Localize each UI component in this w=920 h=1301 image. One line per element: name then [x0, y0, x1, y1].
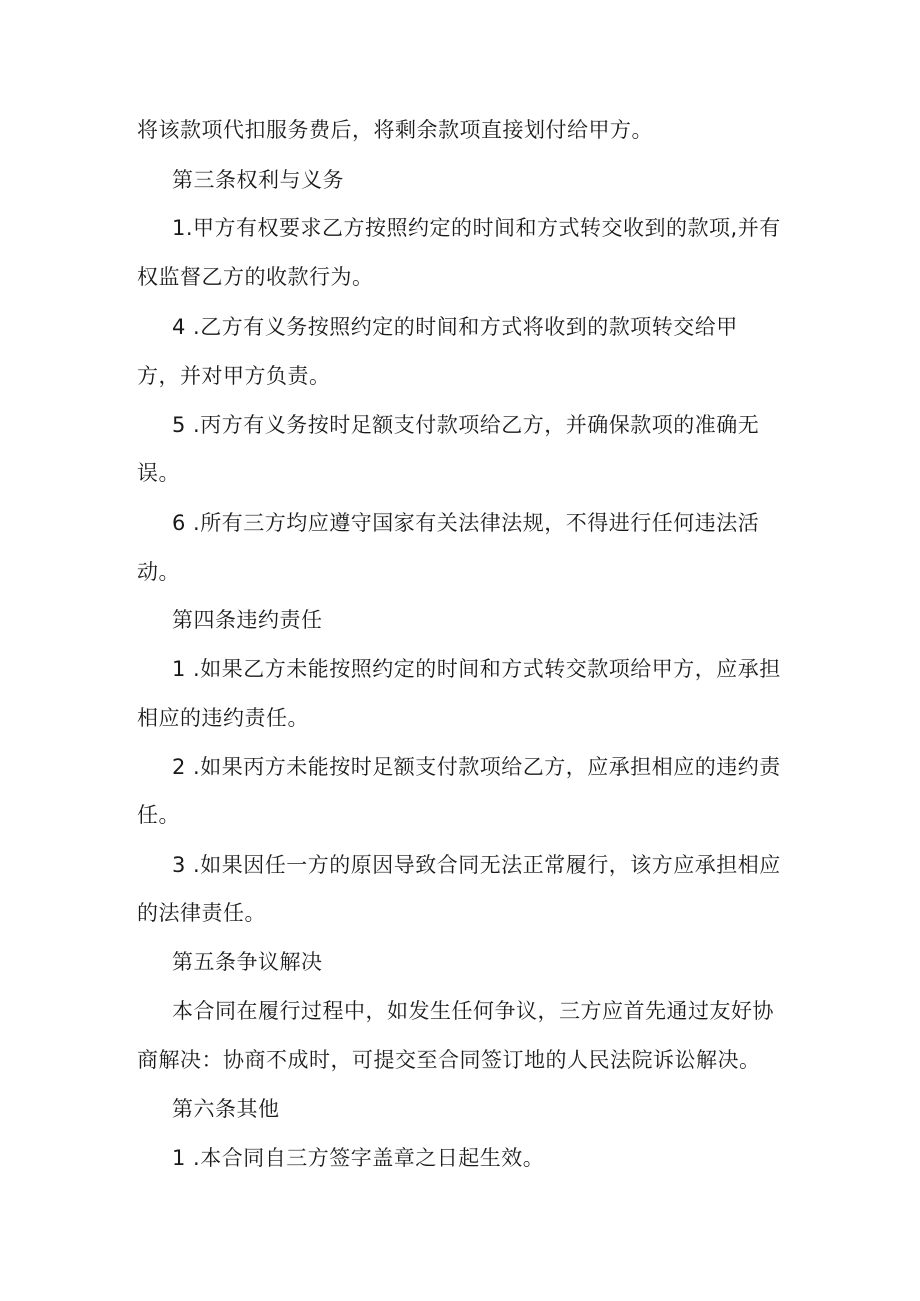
section-heading-4: 第四条违约责任	[172, 608, 323, 632]
section-heading-5: 第五条争议解决	[172, 950, 323, 974]
section-heading-6: 第六条其他	[172, 1097, 280, 1121]
clause-line: 误。	[137, 461, 180, 485]
clause-line: 4 .乙方有义务按照约定的时间和方式将收到的款项转交给甲	[172, 315, 738, 339]
paragraph-line: 本合同在履行过程中，如发生任何争议，三方应首先通过友好协	[172, 999, 774, 1023]
clause-line: 3 .如果因任一方的原因导致合同无法正常履行，该方应承担相应	[172, 853, 781, 877]
clause-line: 6 .所有三方均应遵守国家有关法律法规，不得进行任何违法活	[172, 511, 760, 535]
clause-line: 1.甲方有权要求乙方按照约定的时间和方式转交收到的款项,并有	[172, 216, 781, 240]
clause-line: 1 .如果乙方未能按照约定的时间和方式转交款项给甲方，应承担	[172, 657, 781, 681]
clause-line: 任。	[137, 803, 180, 827]
section-heading-3: 第三条权利与义务	[172, 168, 344, 192]
clause-line: 权监督乙方的收款行为。	[137, 265, 374, 289]
clause-line: 5 .丙方有义务按时足额支付款项给乙方，并确保款项的准确无	[172, 413, 760, 437]
clause-line: 2 .如果丙方未能按时足额支付款项给乙方，应承担相应的违约责	[172, 755, 781, 779]
clause-line: 相应的违约责任。	[137, 706, 309, 730]
clause-line: 的法律责任。	[137, 901, 266, 925]
clause-line: 1 .本合同自三方签字盖章之日起生效。	[172, 1146, 545, 1170]
clause-line: 方，并对甲方负责。	[137, 364, 331, 388]
clause-line: 动。	[137, 560, 180, 584]
paragraph-line: 将该款项代扣服务费后，将剩余款项直接划付给甲方。	[137, 118, 653, 142]
paragraph-line: 商解决：协商不成时，可提交至合同签订地的人民法院诉讼解决。	[137, 1048, 761, 1072]
